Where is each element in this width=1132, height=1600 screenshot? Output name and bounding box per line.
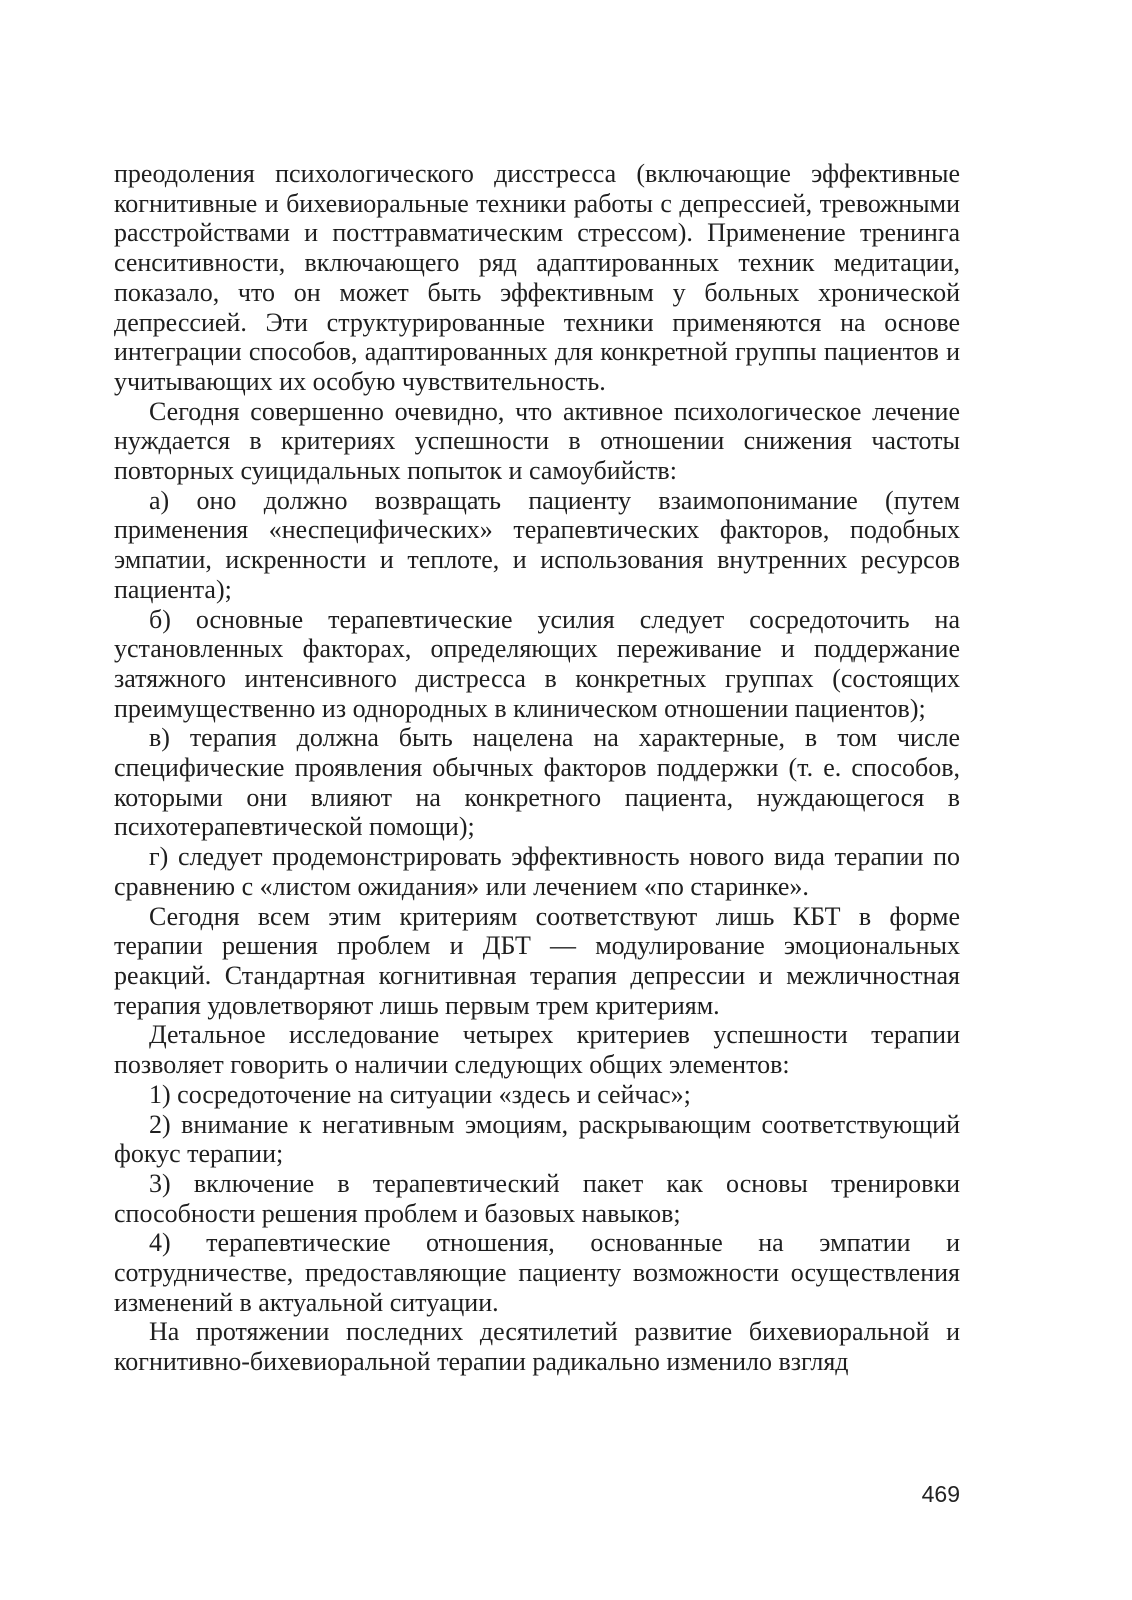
list-item-1: 1) сосредоточение на ситуации «здесь и сейчас»; xyxy=(149,1079,691,1109)
list-item-2: 2) внимание к негативным эмоциям, раскрывающим соответствующий фокус терапии; xyxy=(114,1109,960,1169)
page-number: 469 xyxy=(921,1481,960,1507)
list-item-4: 4) терапевтические отношения, основанные на эмпатии и сотрудничестве, предоставляющие пациенту возможности осуществления изменений в актуальной ситуации. xyxy=(114,1228,960,1317)
list-item-3: 3) включение в терапевтический пакет как основы тренировки способности решения проблем и базовых навыков; xyxy=(114,1168,960,1228)
body-text xyxy=(114,159,960,1377)
book-page xyxy=(114,159,960,1559)
list-item-g: г) следует продемонстрировать эффективность нового вида терапии по сравнению с «листом ожидания» или лечением «по старинке». xyxy=(114,842,960,901)
paragraph-kbt-dbt: Сегодня всем этим критериям соответствуют лишь КБТ в форме терапии решения проблем и ДБТ — модулирование эмоциональных реакций. Стандартная когнитивная терапия депрессии и межличностная терапия удовлетворяют лишь первым трем критериям. xyxy=(114,901,960,1020)
list-item-a: а) оно должно возвращать пациенту взаимопонимание (путем применения «неспецифических» терапевтических факторов, подобных эмпатии, искренности и теплоте, и использования внутренних ресурсов пациента); xyxy=(114,485,960,604)
paragraph-criteria-intro: Сегодня совершенно очевидно, что активное психологическое лечение нуждается в критериях успешности в отношении снижения частоты повторных суицидальных попыток и самоубийств: xyxy=(114,396,960,486)
paragraph-continuation: преодоления психологического дисстресса (включающие эффективные когнитивные и бихевиоральные техники работы с депрессией, тревожными расстройствами и посттравматическим стрессом). Применение тренинга сенситивности, включающего ряд адаптированных техник медитации, показало, что он может быть эффективным у больных хронической депрессией. Эти структурированные техники применяются на основе интеграции способов, адаптированных для конкретной группы пациентов и учитывающих их особую чувствительность. xyxy=(114,159,960,396)
paragraph-final: На протяжении последних десятилетий развитие бихевиоральной и когнитивно-бихевиоральной терапии радикально изменило взгляд xyxy=(114,1317,960,1377)
list-item-b: б) основные терапевтические усилия следует сосредоточить на установленных факторах, определяющих переживание и поддержание затяжного интенсивного дистресса в конкретных группах (состоящих преимущественно из однородных в клиническом отношении пациентов); xyxy=(114,604,960,723)
paragraph-common-elements: Детальное исследование четырех критериев успешности терапии позволяет говорить о наличии следующих общих элементов: xyxy=(114,1020,960,1080)
list-item-v: в) терапия должна быть нацелена на характерные, в том числе специфические проявления обычных факторов поддержки (т. е. способов, которыми они влияют на конкретного пациента, нуждающегося в психотерапевтической помощи); xyxy=(114,723,960,842)
